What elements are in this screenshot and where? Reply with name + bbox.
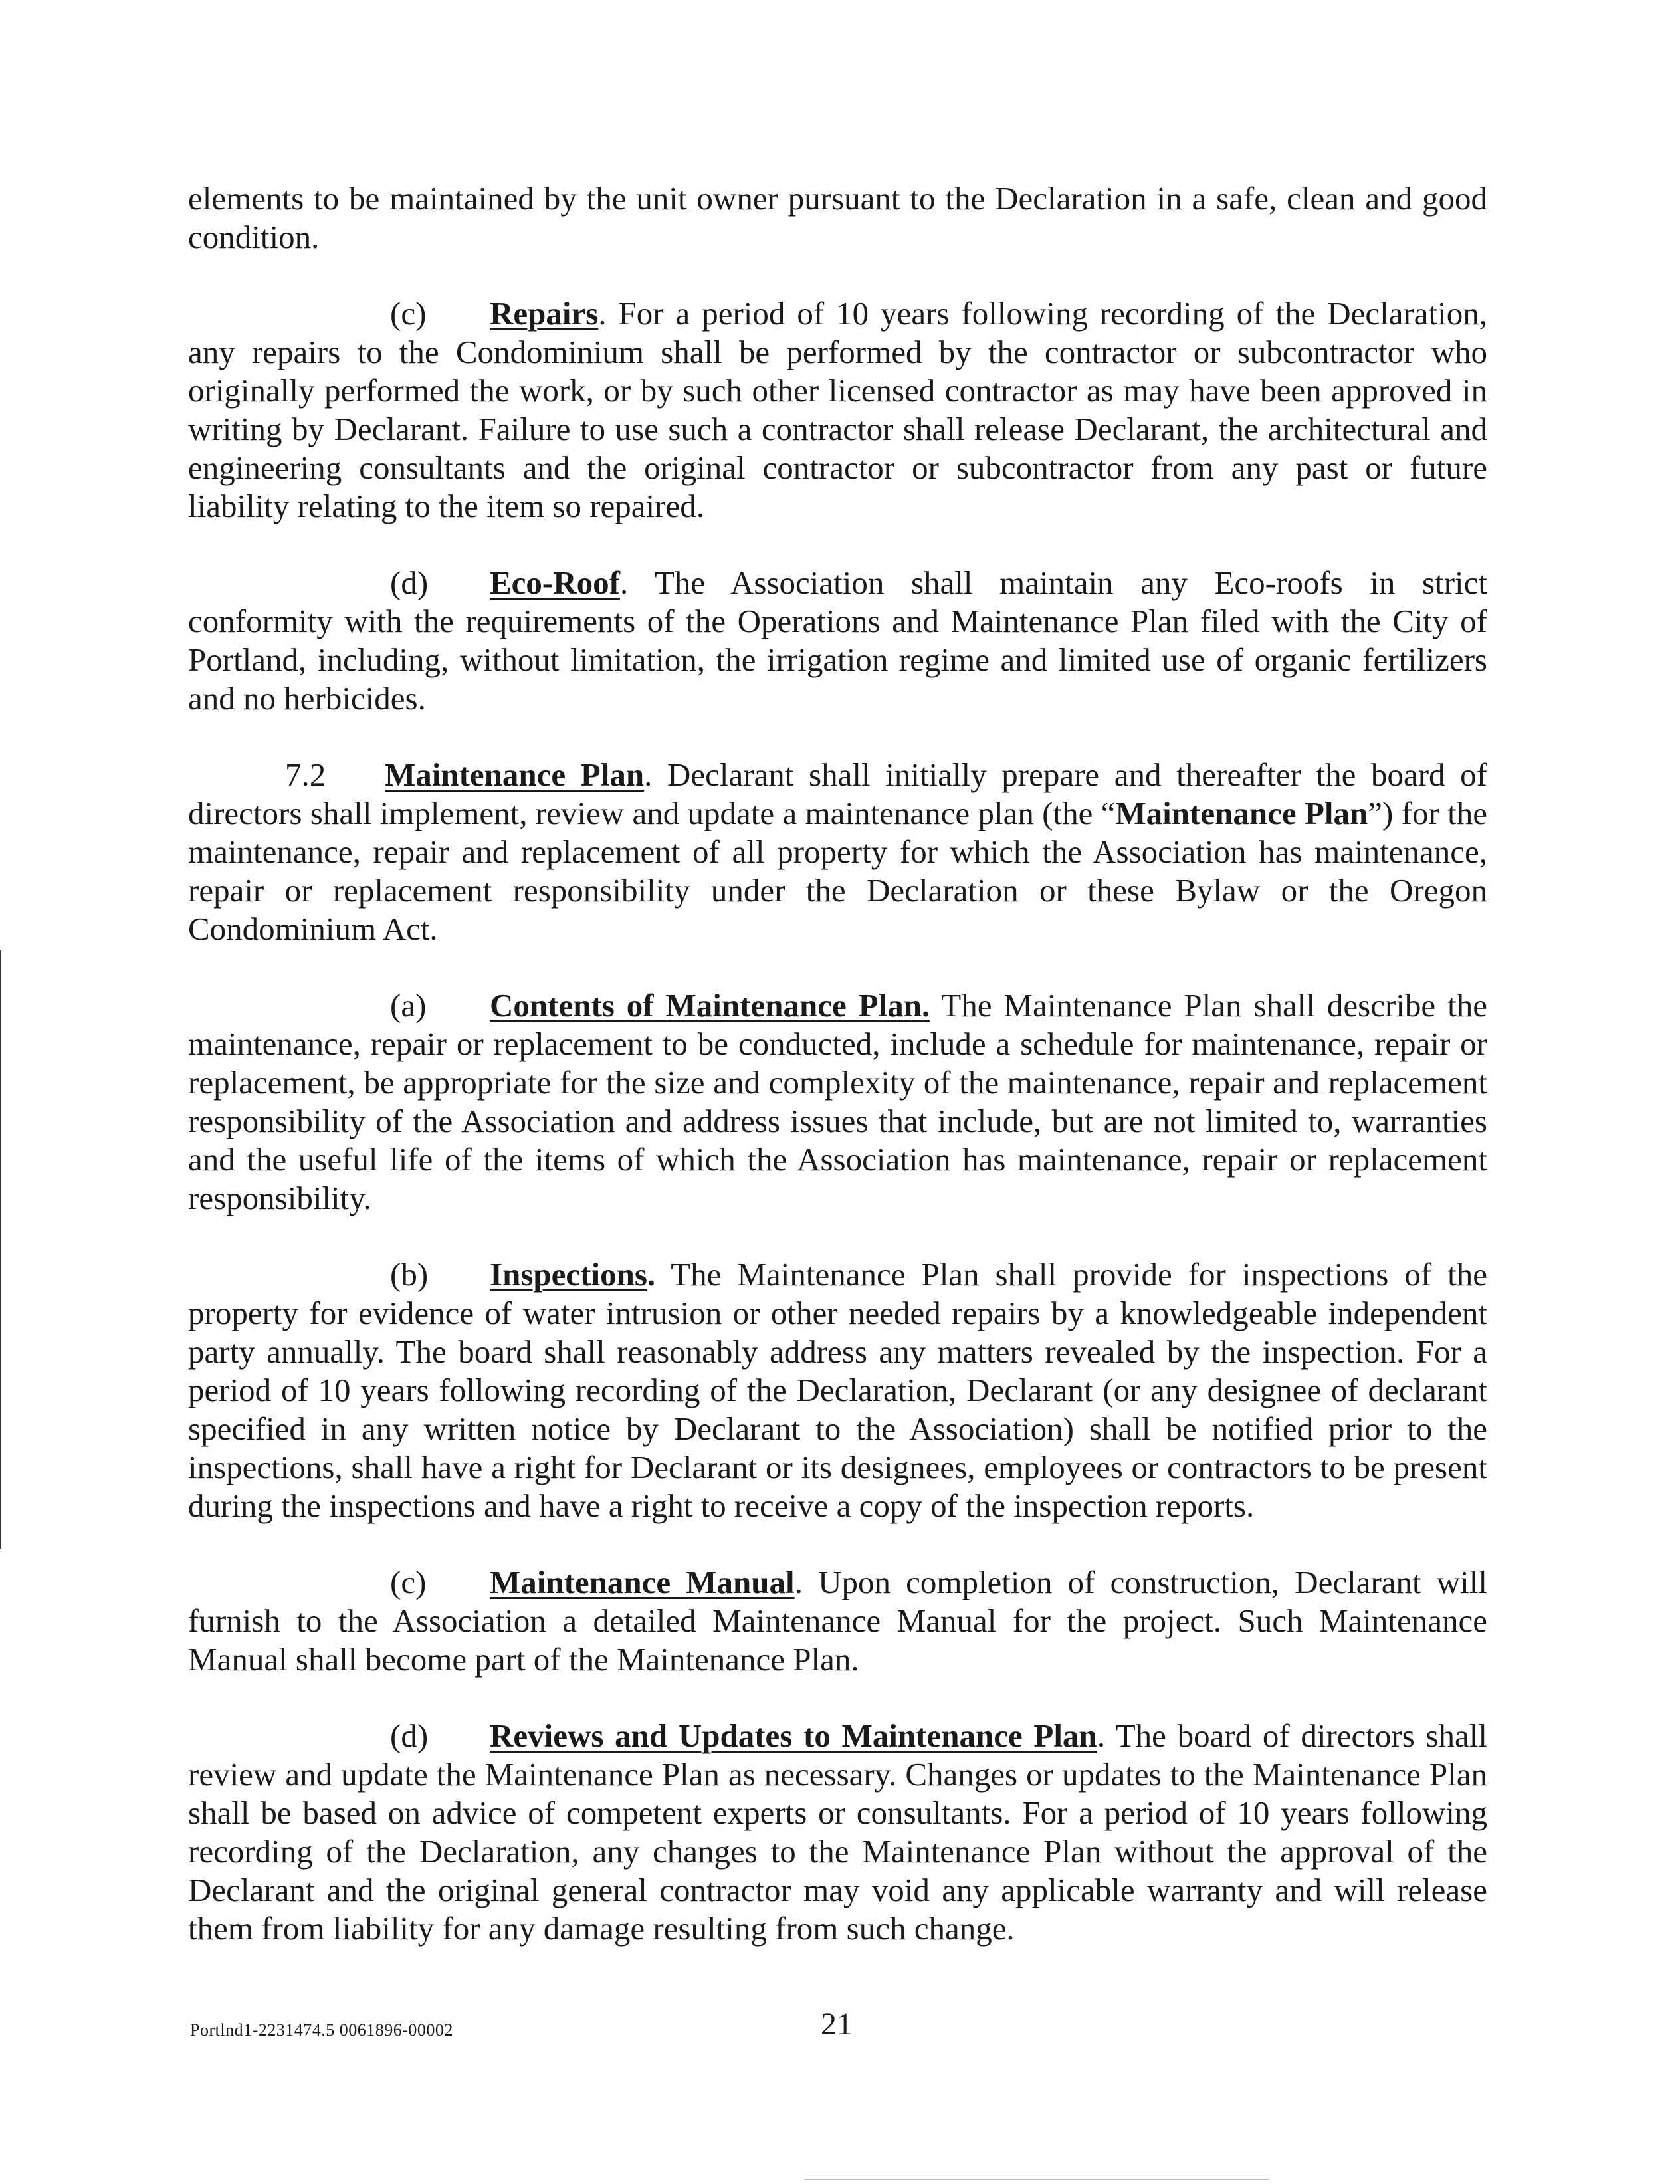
section-heading: Inspections — [490, 1256, 647, 1293]
section-maintenance-manual — [188, 1563, 1487, 1679]
footer-document-id: Portlnd1-2231474.5 0061896-00002 — [190, 2020, 453, 2040]
section-number: (c) — [390, 1564, 427, 1600]
section-number: (a) — [390, 987, 427, 1024]
section-maintenance-plan — [188, 756, 1487, 948]
scan-bottom-mark — [804, 2179, 1269, 2180]
section-text: . Upon completion of construction, Declarant will furnish to the Association a detailed Maintenance Manual for the project. Such Maintenance Manual shall become part of the Maintenance Plan. — [188, 1564, 1487, 1678]
section-eco-roof — [188, 564, 1487, 718]
section-number: (c) — [390, 295, 427, 332]
defined-term: Maintenance Plan — [1115, 795, 1368, 831]
paragraph-text: elements to be maintained by the unit owner pursuant to the Declaration in a safe, clean and good condition. — [188, 180, 1487, 255]
section-number: 7.2 — [285, 756, 326, 793]
section-heading: Reviews and Updates to Maintenance Plan — [490, 1717, 1097, 1754]
section-number: (d) — [390, 564, 429, 601]
section-heading: Contents of Maintenance Plan. — [490, 987, 930, 1024]
document-body — [188, 179, 1487, 1948]
section-heading: Maintenance Plan — [385, 756, 645, 793]
section-text: . Declarant shall initially prepare and thereafter the board of directors shall implement, review and update a maintenance plan (the “ — [188, 756, 1487, 831]
heading-period: . — [647, 1256, 656, 1293]
section-text: . For a period of 10 years following recording of the Declaration, any repairs to the Condominium shall be performed by the contractor or subcontractor who originally performed the work, or by such other licensed contractor as may have been approved in writing by Declarant. Failure to use such a contractor shall release Declarant, the architectural and engineering consultants and the original contractor or subcontractor from any past or future liability relating to the item so repaired. — [188, 295, 1487, 524]
section-heading: Repairs — [490, 295, 599, 332]
section-number: (b) — [390, 1256, 429, 1293]
scan-edge-mark — [0, 950, 1, 1549]
section-heading: Eco-Roof — [490, 564, 620, 601]
section-text: . The Association shall maintain any Eco-roofs in strict conformity with the requirements of the Operations and Maintenance Plan filed with the City of Portland, including, without limitation, the irrigation regime and limited use of organic fertilizers and no herbicides. — [188, 564, 1487, 716]
section-text: ”) for the maintenance, repair and replacement of all property for which the Association has maintenance, repair or replacement responsibility under the Declaration or these Bylaw or the Oregon Condominium Act. — [188, 795, 1487, 947]
page-number: 21 — [821, 2007, 853, 2042]
section-heading: Maintenance Manual — [490, 1564, 795, 1600]
section-inspections — [188, 1256, 1487, 1525]
section-text: The Maintenance Plan shall provide for inspections of the property for evidence of water intrusion or other needed repairs by a knowledgeable independent party annually. The board shall reasonably address any matters revealed by the inspection. For a period of 10 years following recording of the Declaration, Declarant (or any designee of declarant specified in any written notice by Declarant to the Association) shall be notified prior to the inspections, shall have a right for Declarant or its designees, employees or contractors to be present during the inspections and have a right to receive a copy of the inspection reports. — [188, 1256, 1487, 1524]
section-reviews-and-updates — [188, 1717, 1487, 1948]
section-number: (d) — [390, 1717, 429, 1754]
section-contents-of-plan — [188, 986, 1487, 1218]
section-repairs — [188, 294, 1487, 526]
section-text: The Maintenance Plan shall describe the maintenance, repair or replacement to be conducted, include a schedule for maintenance, repair or replacement, be appropriate for the size and complexity of the maintenance, repair and replacement responsibility of the Association and address issues that include, but are not limited to, warranties and the useful life of the items of which the Association has maintenance, repair or replacement responsibility. — [188, 987, 1487, 1216]
section-text: . The board of directors shall review and update the Maintenance Plan as necessary. Changes or updates to the Maintenance Plan shall be based on advice of competent experts or consultants. For a period of 10 years following recording of the Declaration, any changes to the Maintenance Plan without the approval of the Declarant and the original general contractor may void any applicable warranty and will release them from liability for any damage resulting from such change. — [188, 1717, 1487, 1947]
paragraph-continuation — [188, 179, 1487, 257]
